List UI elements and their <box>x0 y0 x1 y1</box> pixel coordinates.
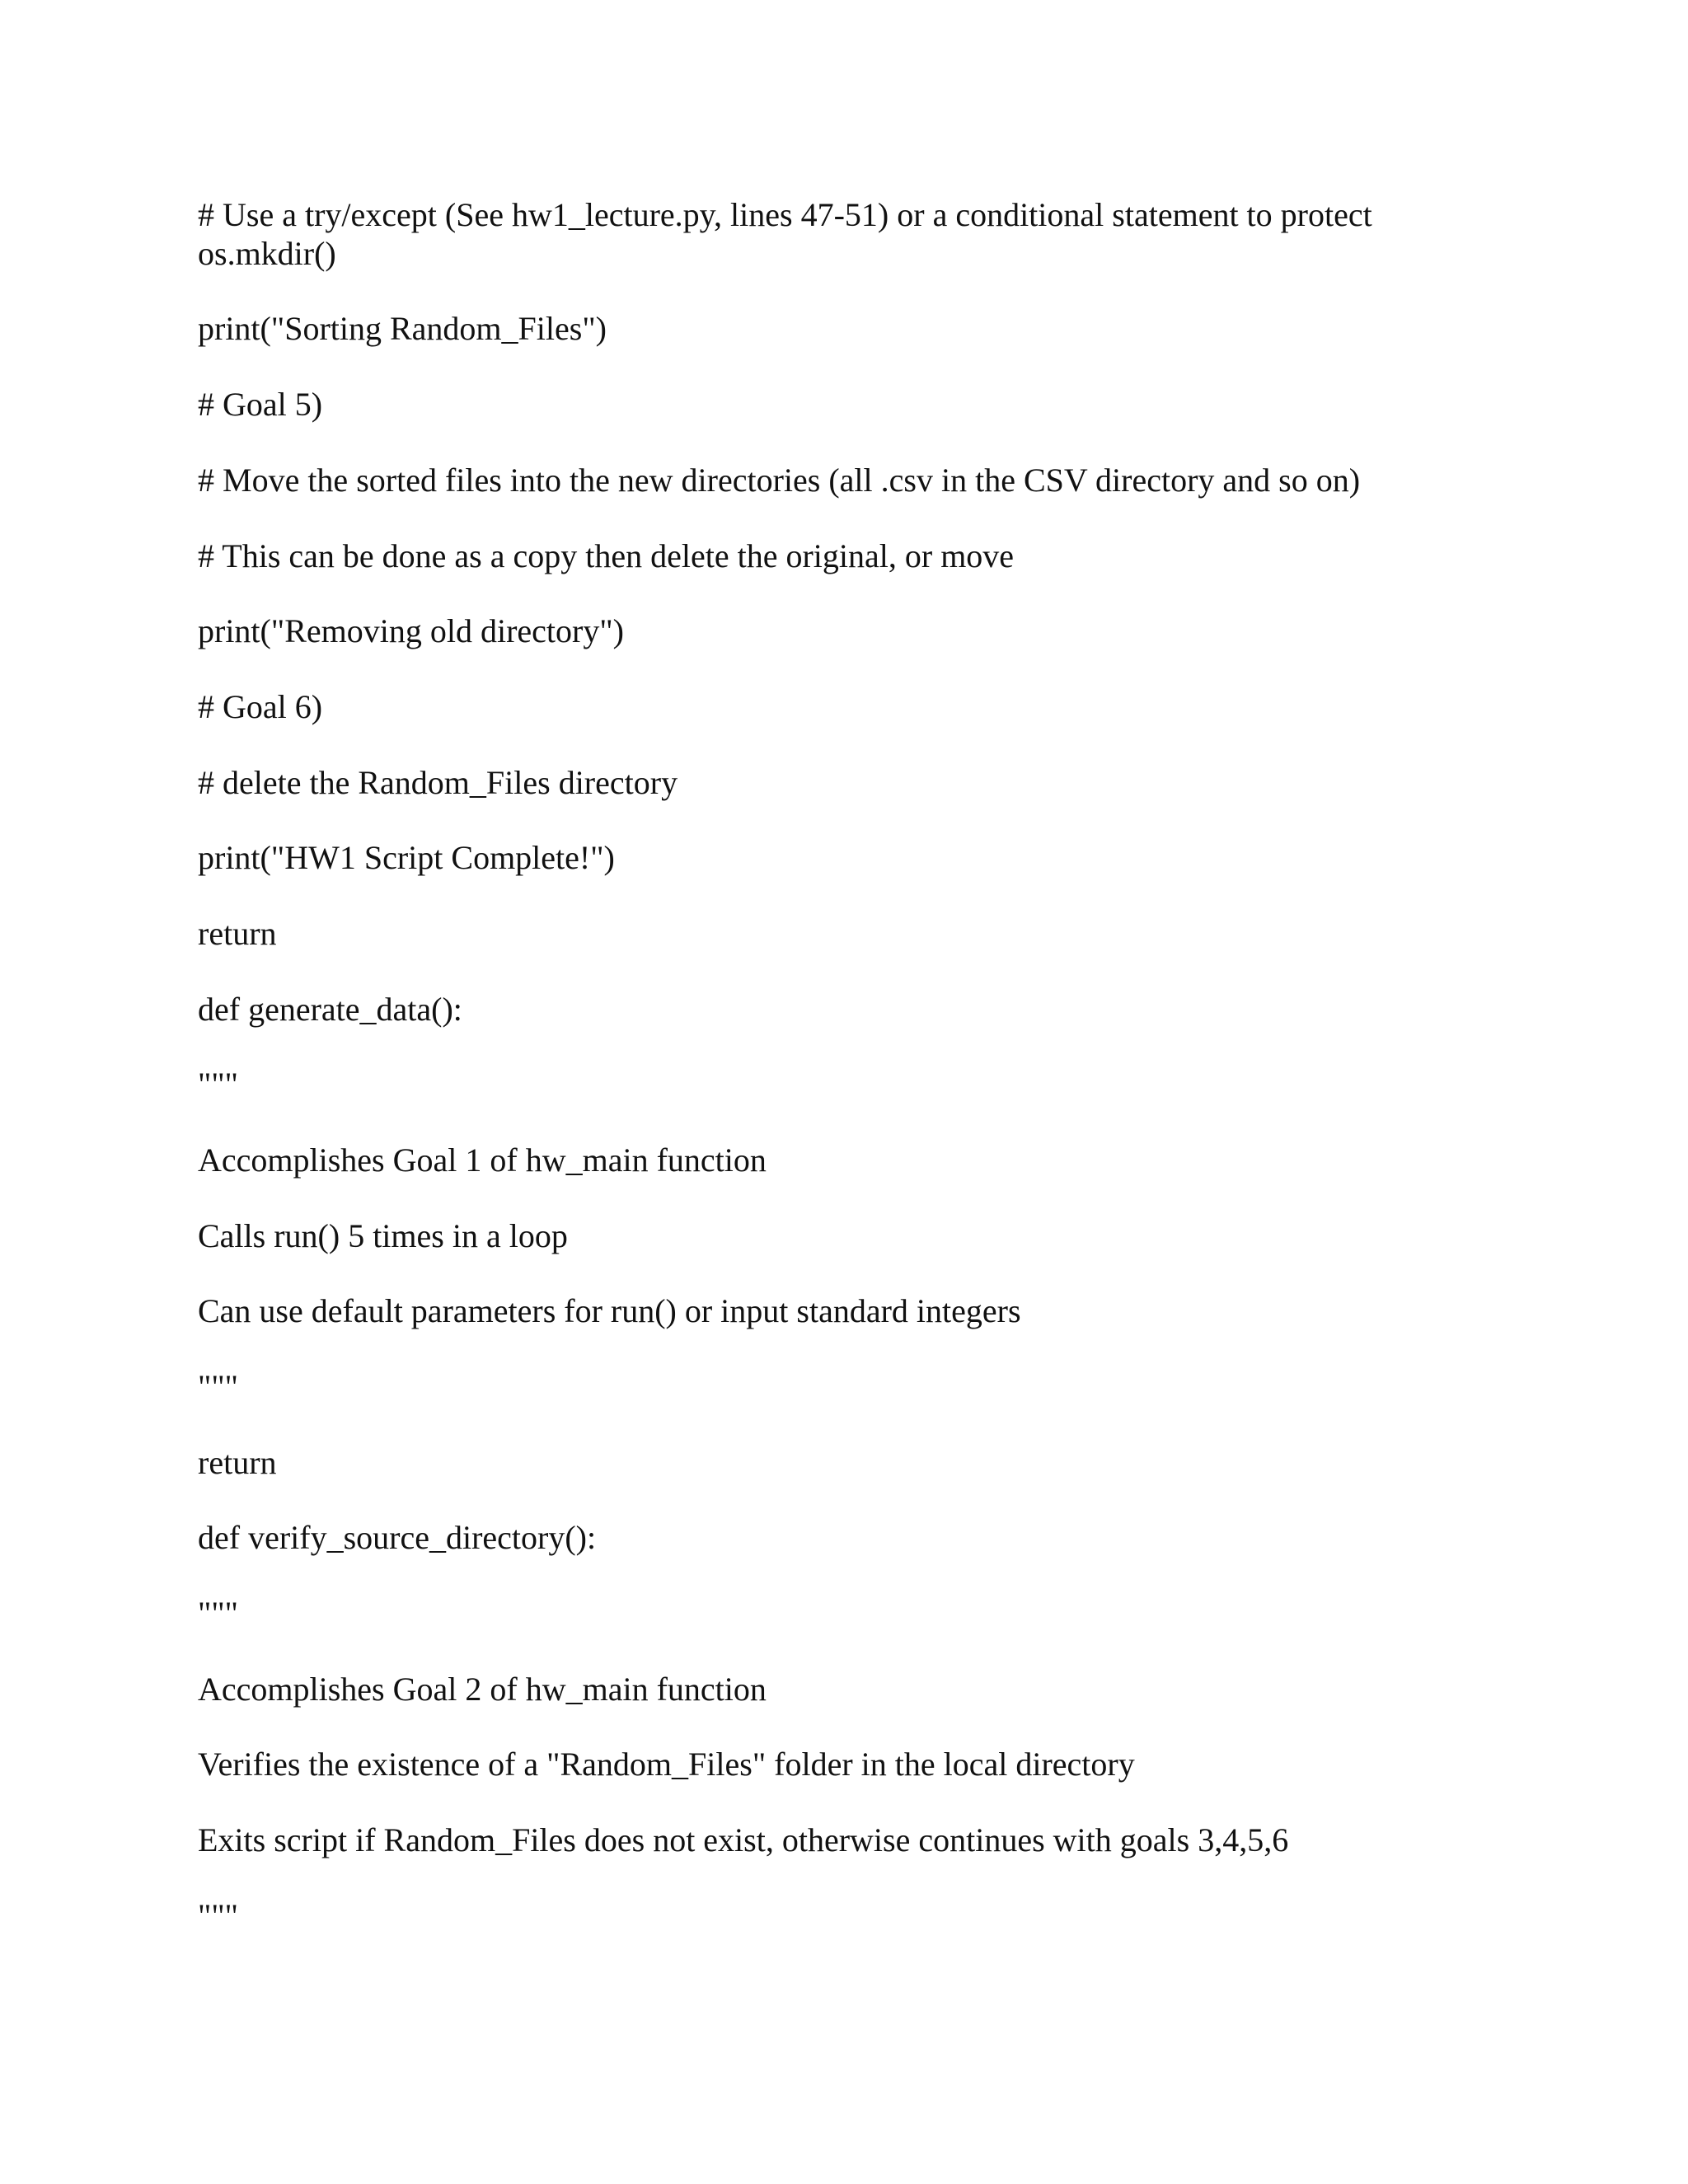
text-line: # Use a try/except (See hw1_lecture.py, lines 47-51) or a conditional statement to protect <box>198 196 1372 233</box>
text-line: # delete the Random_Files directory <box>198 764 678 801</box>
text-line: # This can be done as a copy then delete the original, or move <box>198 537 1015 574</box>
text-line: return <box>198 915 277 952</box>
text-line: def verify_source_directory(): <box>198 1519 597 1556</box>
text-line: """ <box>198 1897 238 1934</box>
text-line: Verifies the existence of a "Random_Files" folder in the local directory <box>198 1746 1135 1783</box>
text-line: print("Removing old directory") <box>198 612 624 649</box>
text-line: return <box>198 1444 277 1481</box>
text-line: print("HW1 Script Complete!") <box>198 839 615 876</box>
text-line: """ <box>198 1368 238 1405</box>
text-line: """ <box>198 1595 238 1632</box>
text-line: """ <box>198 1066 238 1103</box>
text-line: print("Sorting Random_Files") <box>198 310 607 347</box>
text-line: # Goal 6) <box>198 688 323 725</box>
text-line: def generate_data(): <box>198 991 462 1028</box>
text-line: os.mkdir() <box>198 235 336 272</box>
text-line: Can use default parameters for run() or input standard integers <box>198 1292 1021 1329</box>
text-line: Accomplishes Goal 1 of hw_main function <box>198 1141 767 1179</box>
text-line: # Goal 5) <box>198 386 323 423</box>
text-line: Calls run() 5 times in a loop <box>198 1217 568 1254</box>
text-line: # Move the sorted files into the new directories (all .csv in the CSV directory and so on) <box>198 462 1361 499</box>
text-line: Exits script if Random_Files does not exist, otherwise continues with goals 3,4,5,6 <box>198 1821 1289 1858</box>
text-line: Accomplishes Goal 2 of hw_main function <box>198 1671 767 1708</box>
